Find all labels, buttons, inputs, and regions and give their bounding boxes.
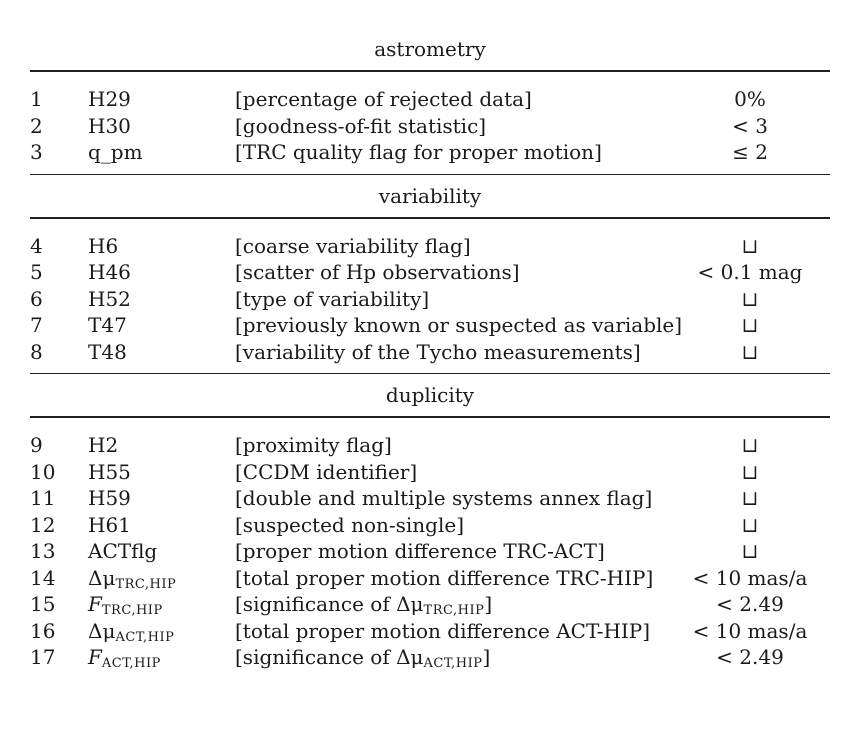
- code-main: T47: [88, 313, 127, 337]
- code-subscript: ACT,HIP: [115, 629, 175, 645]
- row-code: [88, 312, 127, 339]
- row-description: [235, 259, 520, 286]
- table-row: [30, 512, 830, 539]
- description-text: [proper motion difference TRC-ACT]: [235, 539, 605, 563]
- row-number: 2: [30, 113, 43, 138]
- description-text: [significance of Δμ: [235, 592, 424, 616]
- row-number: 4: [30, 233, 43, 258]
- table-row: [30, 618, 830, 645]
- code-subscript: TRC,HIP: [115, 576, 177, 592]
- row-threshold: < 0.1 mag: [697, 260, 803, 284]
- row-code: [88, 432, 118, 459]
- code-main: H52: [88, 286, 131, 311]
- row-threshold: ⊔: [741, 433, 759, 457]
- description-text: [TRC quality flag for proper motion]: [235, 140, 602, 164]
- description-end: ]: [482, 645, 491, 669]
- row-number: 14: [30, 565, 56, 590]
- row-threshold: ⊔: [741, 286, 759, 311]
- row-code: [88, 259, 131, 286]
- row-number: 12: [30, 512, 56, 537]
- table-row: [30, 86, 830, 113]
- table-row: [30, 113, 830, 140]
- code-main: H61: [88, 512, 131, 537]
- description-text: [percentage of rejected data]: [235, 87, 532, 111]
- code-main: H46: [88, 260, 131, 284]
- row-code: [88, 538, 157, 565]
- row-code: [88, 459, 131, 486]
- row-code: [88, 113, 131, 140]
- row-description: [235, 286, 429, 313]
- row-number: 15: [30, 592, 56, 616]
- code-main: H6: [88, 233, 119, 258]
- row-description: [235, 312, 682, 339]
- row-code: [88, 485, 131, 512]
- row-code: [88, 233, 118, 260]
- section-title-0: astrometry: [374, 37, 486, 61]
- description-end: ]: [484, 592, 493, 616]
- row-threshold: ⊔: [741, 233, 759, 258]
- row-code: [88, 512, 131, 539]
- row-number: 16: [30, 618, 56, 643]
- row-threshold: < 2.49: [716, 592, 784, 616]
- row-number: 3: [30, 140, 43, 164]
- section-rows: [30, 219, 830, 374]
- row-number: 10: [30, 459, 56, 484]
- table-row: [30, 565, 830, 592]
- criteria-table: [30, 28, 830, 679]
- row-threshold: ⊔: [741, 313, 759, 337]
- table-row: [30, 485, 830, 512]
- row-number: 1: [30, 87, 43, 111]
- row-description: [235, 644, 490, 678]
- description-subscript: TRC,HIP: [423, 603, 485, 618]
- table-row: [30, 339, 830, 366]
- description-text: [previously known or suspected as variable]: [235, 313, 683, 337]
- row-description: [235, 233, 471, 260]
- row-number: 13: [30, 539, 56, 563]
- description-text: [significance of Δμ: [235, 645, 424, 669]
- code-main: F: [88, 592, 102, 616]
- row-description: [235, 113, 486, 140]
- section-rows: [30, 418, 830, 679]
- row-number: 9: [30, 433, 43, 457]
- code-main: Δμ: [88, 565, 116, 590]
- row-threshold: < 3: [732, 113, 768, 138]
- description-text: [goodness-of-fit statistic]: [235, 113, 487, 138]
- table-row: [30, 286, 830, 313]
- description-text: [type of variability]: [235, 286, 430, 311]
- table-row: [30, 312, 830, 339]
- code-subscript: TRC,HIP: [101, 603, 163, 618]
- row-description: [235, 432, 392, 459]
- table-row: [30, 432, 830, 459]
- description-text: [total proper motion difference ACT-HIP]: [235, 618, 651, 643]
- code-main: T48: [88, 339, 127, 364]
- row-number: 11: [30, 486, 56, 510]
- table-row: [30, 259, 830, 286]
- row-description: [235, 139, 602, 166]
- row-description: [235, 538, 605, 565]
- code-main: q_pm: [88, 140, 143, 164]
- row-number: 5: [30, 260, 43, 284]
- code-main: H2: [88, 433, 119, 457]
- table-row: [30, 591, 830, 618]
- description-text: [proximity flag]: [235, 433, 392, 457]
- description-subscript: ACT,HIP: [423, 656, 483, 671]
- description-text: [total proper motion difference TRC-HIP]: [235, 565, 654, 590]
- table-row: [30, 644, 830, 671]
- code-main: F: [88, 645, 102, 669]
- row-description: [235, 339, 641, 366]
- row-description: [235, 485, 652, 512]
- row-code: [88, 139, 143, 166]
- row-threshold: ≤ 2: [732, 140, 768, 164]
- row-number: 7: [30, 313, 43, 337]
- row-code: [88, 86, 131, 113]
- row-threshold: ⊔: [741, 486, 759, 510]
- row-threshold: < 2.49: [716, 645, 784, 669]
- section-title-2: duplicity: [385, 383, 475, 407]
- table-row: [30, 538, 830, 565]
- row-code: [88, 644, 161, 678]
- row-threshold: < 10 mas/a: [692, 618, 808, 643]
- code-subscript: ACT,HIP: [101, 656, 161, 671]
- row-description: [235, 512, 464, 539]
- row-code: [88, 339, 127, 366]
- row-code: [88, 286, 131, 313]
- table-row: [30, 139, 830, 166]
- description-text: [suspected non-single]: [235, 512, 465, 537]
- row-number: 17: [30, 645, 56, 669]
- row-threshold: ⊔: [741, 459, 759, 484]
- description-text: [double and multiple systems annex flag]: [235, 486, 653, 510]
- description-text: [scatter of Hp observations]: [235, 260, 520, 284]
- row-number: 8: [30, 339, 43, 364]
- row-threshold: ⊔: [741, 339, 759, 364]
- row-threshold: < 10 mas/a: [692, 565, 808, 590]
- description-text: [variability of the Tycho measurements]: [235, 339, 641, 364]
- row-threshold: ⊔: [741, 512, 759, 537]
- description-text: [CCDM identifier]: [235, 459, 418, 484]
- row-threshold: 0%: [734, 87, 766, 111]
- section-title-1: variability: [378, 183, 482, 208]
- code-main: H59: [88, 486, 131, 510]
- row-description: [235, 565, 653, 592]
- code-main: H30: [88, 113, 131, 138]
- code-main: H29: [88, 87, 131, 111]
- description-text: [coarse variability flag]: [235, 233, 471, 258]
- row-description: [235, 86, 532, 113]
- code-main: ACTflg: [88, 539, 158, 563]
- table-row: [30, 459, 830, 486]
- code-main: H55: [88, 459, 131, 484]
- table-row: [30, 233, 830, 260]
- row-number: 6: [30, 286, 43, 311]
- row-description: [235, 459, 417, 486]
- row-description: [235, 618, 650, 645]
- code-main: Δμ: [88, 618, 116, 643]
- row-threshold: ⊔: [741, 539, 759, 563]
- section-rows: [30, 72, 830, 174]
